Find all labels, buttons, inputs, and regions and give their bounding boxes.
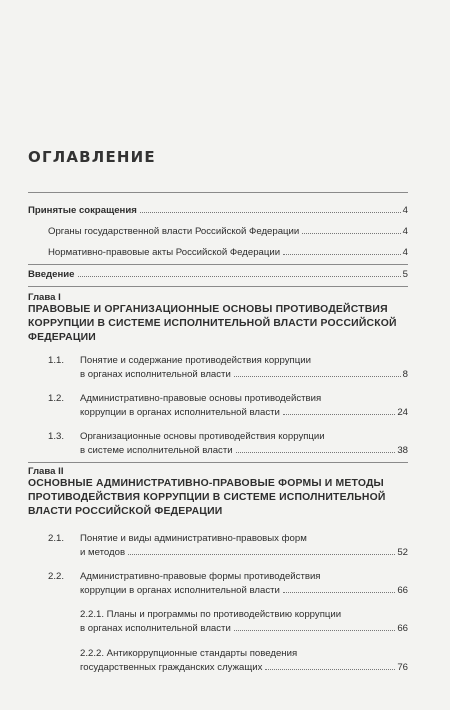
leader-dots — [140, 212, 401, 213]
toc-entry-section-2-2[interactable] — [80, 570, 408, 598]
page-title: ОГЛАВЛЕНИЕ — [28, 148, 156, 166]
leader-dots — [78, 276, 401, 277]
toc-entry-label-line2: в органах исполнительной власти — [80, 369, 231, 380]
section-number: 1.1. — [48, 355, 65, 366]
section-number: 2.2. — [48, 571, 65, 582]
toc-entry-label-line1: 2.2.2. Антикоррупционные стандарты поведения — [80, 648, 298, 659]
divider — [28, 192, 408, 193]
toc-entry-label-line2: в системе исполнительной власти — [80, 445, 233, 456]
chapter-1-label: Глава I — [28, 292, 61, 303]
divider — [28, 462, 408, 463]
toc-entry-section-2-1[interactable] — [80, 532, 408, 560]
toc-entry-label-line2: коррупции в органах исполнительной власти — [80, 585, 280, 596]
toc-entry-label-line2: государственных гражданских служащих — [80, 662, 263, 673]
toc-entry-section-1-2[interactable] — [80, 392, 408, 420]
toc-entry-page: 76 — [397, 662, 408, 673]
leader-dots — [234, 376, 401, 377]
toc-entry-introduction[interactable] — [28, 268, 408, 282]
section-number: 1.3. — [48, 431, 65, 442]
toc-entry-label-line1: 2.2.1. Планы и программы по противодействию коррупции — [80, 609, 342, 620]
section-number: 1.2. — [48, 393, 65, 404]
toc-entry-label: Нормативно-правовые акты Российской Федерации — [48, 247, 281, 258]
leader-dots — [128, 554, 395, 555]
toc-entry-label-line1: Административно-правовые основы противодействия — [80, 393, 322, 404]
toc-entry-section-1-3[interactable] — [80, 430, 408, 458]
toc-entry-page: 8 — [402, 369, 408, 380]
leader-dots — [302, 233, 400, 234]
toc-entry-label-line2: в органах исполнительной власти — [80, 623, 231, 634]
leader-dots — [283, 254, 401, 255]
toc-entry-label: Органы государственной власти Российской Федерации — [48, 226, 300, 237]
toc-entry-page: 4 — [402, 205, 408, 216]
toc-entry-page: 66 — [397, 623, 408, 634]
leader-dots — [236, 452, 396, 453]
toc-entry-page: 52 — [397, 547, 408, 558]
leader-dots — [265, 669, 395, 670]
toc-entry-label-line2: коррупции в органах исполнительной власти — [80, 407, 280, 418]
toc-entry-subsection-2-2-2[interactable] — [80, 647, 408, 675]
toc-entry-subsection-2-2-1[interactable] — [80, 608, 408, 636]
leader-dots — [283, 414, 395, 415]
toc-entry-page: 4 — [402, 247, 408, 258]
toc-entry-label-line1: Административно-правовые формы противодействия — [80, 571, 321, 582]
toc-entry-section-1-1[interactable] — [80, 354, 408, 382]
toc-entry-abbreviations[interactable] — [28, 204, 408, 218]
toc-entry-label-line2: и методов — [80, 547, 126, 558]
toc-entry-label-line1: Понятие и содержание противодействия коррупции — [80, 355, 311, 366]
divider — [28, 264, 408, 265]
leader-dots — [283, 592, 395, 593]
toc-entry-abbrev-acts[interactable] — [48, 246, 408, 260]
chapter-1-title[interactable]: ПРАВОВЫЕ И ОРГАНИЗАЦИОННЫЕ ОСНОВЫ ПРОТИВОДЕЙСТВИЯ КОРРУПЦИИ В СИСТЕМЕ ИСПОЛНИТЕЛЬНОЙ ВЛАСТИ РОССИЙСКОЙ ФЕДЕРАЦИИ — [28, 304, 397, 343]
toc-entry-label: Принятые сокращения — [28, 205, 137, 216]
toc-entry-page: 4 — [402, 226, 408, 237]
toc-entry-label: Введение — [28, 269, 75, 280]
chapter-2-title[interactable]: ОСНОВНЫЕ АДМИНИСТРАТИВНО-ПРАВОВЫЕ ФОРМЫ И МЕТОДЫ ПРОТИВОДЕЙСТВИЯ КОРРУПЦИИ В СИСТЕМЕ ИСПОЛНИТЕЛЬНОЙ ВЛАСТИ РОССИЙСКОЙ ФЕДЕРАЦИИ — [28, 478, 386, 517]
section-number: 2.1. — [48, 533, 65, 544]
divider — [28, 286, 408, 287]
toc-entry-page: 38 — [397, 445, 408, 456]
toc-entry-page: 24 — [397, 407, 408, 418]
chapter-2-label: Глава II — [28, 466, 64, 477]
toc-entry-abbrev-authorities[interactable] — [48, 225, 408, 239]
toc-entry-label-line1: Понятие и виды административно-правовых форм — [80, 533, 307, 544]
toc-entry-page: 66 — [397, 585, 408, 596]
toc-entry-page: 5 — [402, 269, 408, 280]
leader-dots — [234, 630, 396, 631]
toc-entry-label-line1: Организационные основы противодействия коррупции — [80, 431, 325, 442]
